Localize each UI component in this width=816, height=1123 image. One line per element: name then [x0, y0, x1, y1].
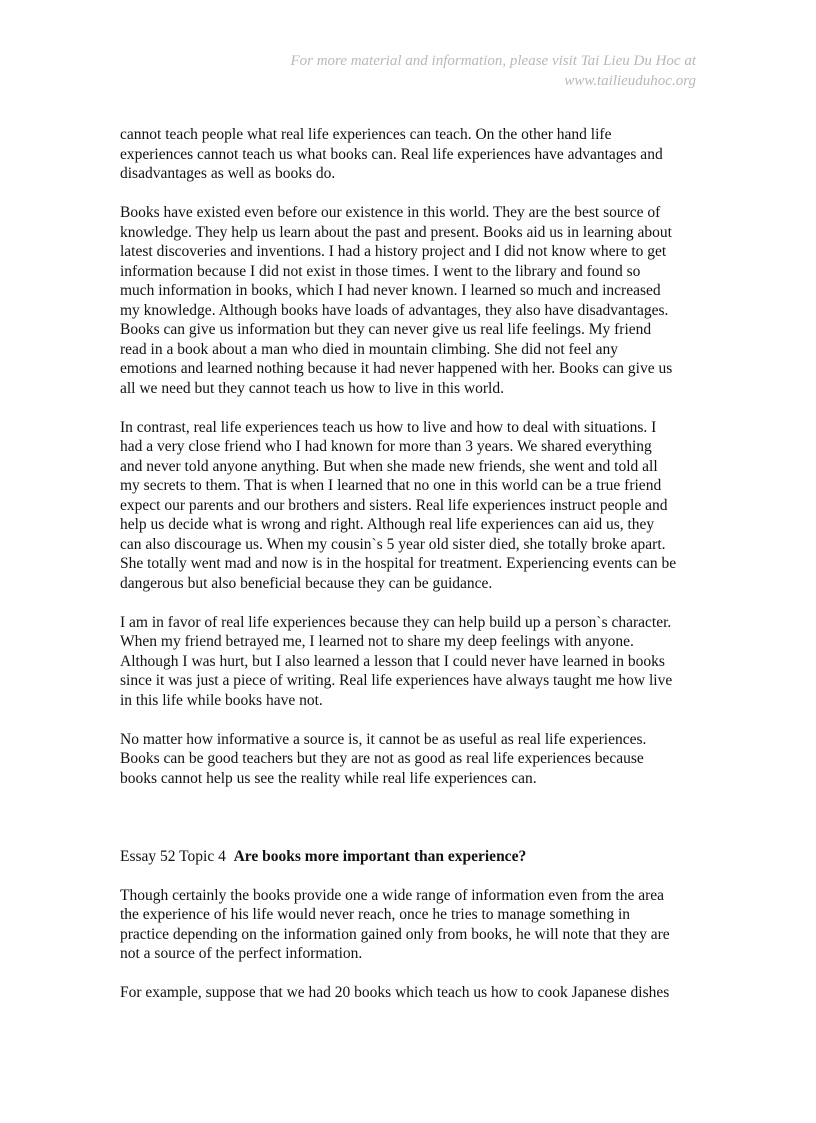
paragraph-4 [120, 613, 700, 711]
essay-label: Essay 52 Topic 4 [120, 847, 226, 865]
text-line: all we need but they cannot teach us how to live in this world. [120, 379, 504, 397]
section-spacer [120, 808, 700, 847]
essay-paragraph-1 [120, 886, 700, 964]
text-line: disadvantages as well as books do. [120, 165, 336, 182]
text-line: experiences cannot teach us what books can. Real life experiences have advantages and [120, 145, 663, 163]
text-line: the experience of his life would never reach, once he tries to manage something in [120, 906, 631, 923]
text-line: in this life while books have not. [120, 691, 323, 709]
text-line: Although I was hurt, but I also learned a lesson that I could never have learned in books [120, 652, 665, 670]
text-line: books cannot help us see the reality while real life experiences can. [120, 769, 537, 787]
paragraph-2 [120, 203, 700, 398]
text-line: help us decide what is wrong and right. Although real life experiences can aid us, they [120, 516, 655, 533]
essay-heading [120, 847, 700, 867]
text-line: information because I did not exist in those times. I went to the library and found so [120, 262, 641, 280]
text-line: No matter how informative a source is, it cannot be as useful as real life experiences. [120, 730, 647, 748]
text-line: much information in books, which I had never known. I learned so much and increased [120, 282, 661, 299]
text-line: expect our parents and our brothers and sisters. Real life experiences instruct people and [120, 496, 668, 514]
text-line: since it was just a piece of writing. Real life experiences have always taught me how live [120, 672, 673, 689]
text-line: had a very close friend who I had known for more than 3 years. We shared everything [120, 438, 652, 455]
page-header [176, 51, 696, 91]
text-line: I am in favor of real life experiences because they can help build up a person`s character. [120, 613, 672, 631]
text-line: cannot teach people what real life experiences can teach. On the other hand life [120, 126, 612, 143]
text-line: She totally went mad and now is in the hospital for treatment. Experiencing events can be [120, 555, 677, 572]
text-line: not a source of the perfect information. [120, 945, 363, 962]
text-line: knowledge. They help us learn about the past and present. Books aid us in learning about [120, 223, 672, 241]
text-line: my knowledge. Although books have loads of advantages, they also have disadvantages. [120, 301, 669, 319]
essay-question: Are books more important than experience? [233, 847, 527, 865]
text-line: practice depending on the information gained only from books, he will note that they are [120, 925, 670, 943]
text-line: Books can be good teachers but they are not as good as real life experiences because [120, 750, 644, 767]
text-line: Books can give us information but they can never give us real life feelings. My friend [120, 321, 652, 338]
text-line: my secrets to them. That is when I learned that no one in this world can be a true friend [120, 477, 662, 494]
text-line: For example, suppose that we had 20 books which teach us how to cook Japanese dishes [120, 984, 670, 1001]
text-line: dangerous but also beneficial because they can be guidance. [120, 574, 493, 592]
text-line: can also discourage us. When my cousin`s 5 year old sister died, she totally broke apart. [120, 535, 666, 553]
text-line: and never told anyone anything. But when she made new friends, she went and told all [120, 457, 658, 475]
header-line-1: For more material and information, please visit Tai Lieu Du Hoc at [290, 53, 696, 69]
text-line: In contrast, real life experiences teach us how to live and how to deal with situations. I [120, 418, 657, 436]
text-line: Though certainly the books provide one a wide range of information even from the area [120, 886, 665, 904]
text-line: emotions and learned nothing because it had never happened with her. Books can give us [120, 360, 673, 377]
essay-paragraph-2 [120, 983, 700, 1003]
paragraph-5 [120, 730, 700, 789]
paragraph-3 [120, 418, 700, 594]
document-body [120, 125, 700, 1022]
text-line: Books have existed even before our existence in this world. They are the best source of [120, 204, 661, 221]
text-line: read in a book about a man who died in mountain climbing. She did not feel any [120, 340, 619, 358]
text-line: latest discoveries and inventions. I had a history project and I did not know where to get [120, 243, 667, 260]
header-website: www.tailieuduhoc.org [564, 73, 696, 89]
text-line: When my friend betrayed me, I learned not to share my deep feelings with anyone. [120, 633, 634, 650]
paragraph-1 [120, 125, 700, 184]
